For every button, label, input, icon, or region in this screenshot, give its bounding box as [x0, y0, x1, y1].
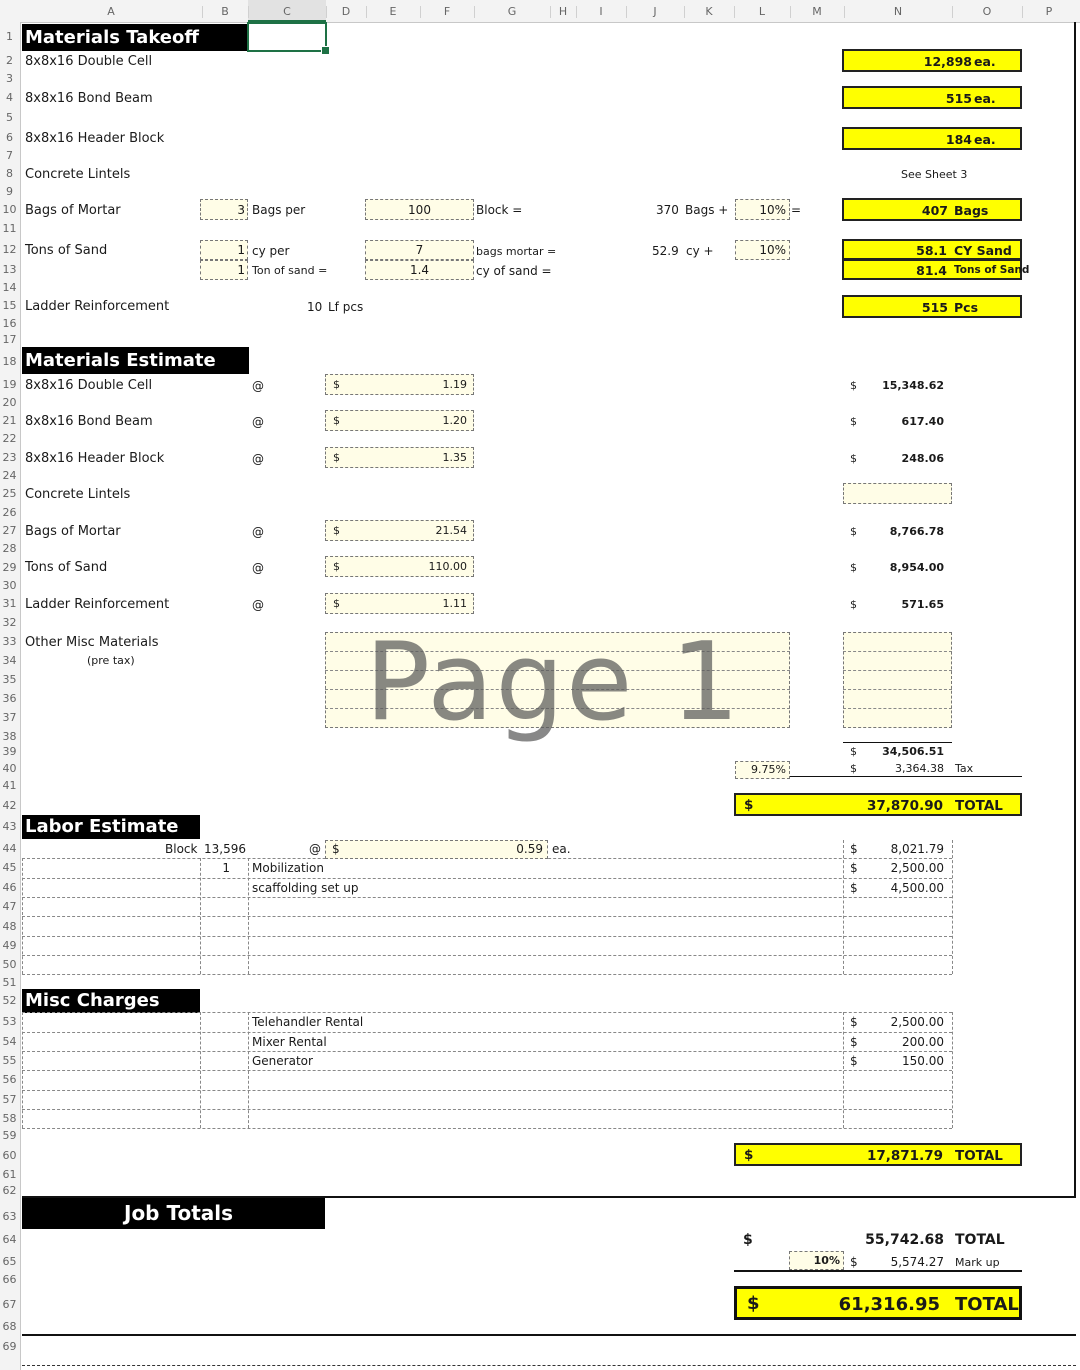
mortar-block-value: 100 — [408, 203, 431, 217]
markup-currency: $ — [850, 1255, 858, 1269]
grand-total-label: TOTAL — [955, 1294, 1019, 1315]
row-header-61[interactable]: 61 — [2, 1168, 17, 1181]
mortar-calc: 370 — [656, 203, 679, 217]
page-break-right — [1074, 22, 1076, 1197]
misc-materials-label: Other Misc Materials — [25, 635, 159, 650]
row-header-28[interactable]: 28 — [2, 542, 17, 555]
misc-charge-total: 150.00 — [902, 1054, 944, 1068]
estimate-at-sign: @ — [252, 598, 264, 612]
mortar-bags-per: Bags per — [252, 203, 306, 217]
labor-scaff-label[interactable]: scaffolding set up — [252, 881, 359, 895]
ladder-lf: 10 — [307, 300, 323, 314]
estimate-at-sign: @ — [252, 415, 264, 429]
row-header-58[interactable]: 58 — [2, 1112, 17, 1125]
row-header-41[interactable]: 41 — [2, 779, 17, 792]
markup-rate-value: 10% — [813, 1254, 840, 1267]
column-header-k[interactable]: K — [705, 5, 713, 18]
labor-mob-currency: $ — [850, 861, 858, 875]
estimate-item-total: 617.40 — [901, 415, 944, 428]
estimate-unit-price-input[interactable] — [325, 593, 474, 614]
row-header-50[interactable]: 50 — [2, 958, 17, 971]
estimate-item-total: 8,954.00 — [889, 561, 944, 574]
row-header-20[interactable]: 20 — [2, 396, 17, 409]
row-header-37[interactable]: 37 — [2, 711, 17, 724]
sand-ton-val-value: 1.4 — [409, 263, 430, 277]
unit-price-value: 1.35 — [442, 451, 467, 464]
row-header-27[interactable]: 27 — [2, 524, 17, 537]
row-header-55[interactable]: 55 — [2, 1054, 17, 1067]
estimate-unit-price-input[interactable] — [325, 556, 474, 577]
sand-ton-value: 1 — [237, 263, 245, 277]
sand-cy-per: cy per — [252, 244, 290, 258]
misc-total: 17,871.79 — [866, 1148, 943, 1164]
takeoff-header-block-unit: ea. — [974, 132, 996, 147]
materials-tax: 3,364.38 — [895, 762, 944, 775]
sand-bags-value: 7 — [415, 243, 424, 257]
sand-bags-mortar: bags mortar = — [476, 245, 557, 258]
sand-ton-label: Ton of sand = — [252, 264, 328, 277]
column-header-g[interactable]: G — [507, 5, 517, 18]
labor-rate[interactable]: 0.59 — [516, 842, 543, 856]
row-header-59[interactable]: 59 — [2, 1129, 17, 1142]
takeoff-header-block-label: 8x8x16 Header Block — [25, 131, 165, 146]
sand-pct-input[interactable] — [735, 240, 790, 260]
estimate-total-currency: $ — [850, 415, 857, 428]
takeoff-double-cell-label: 8x8x16 Double Cell — [25, 54, 153, 69]
mortar-pct-input[interactable] — [735, 199, 790, 220]
takeoff-header-block-box[interactable] — [842, 127, 1022, 150]
row-header-24[interactable]: 24 — [2, 469, 17, 482]
row-header-47[interactable]: 47 — [2, 900, 17, 913]
row-header-2[interactable]: 2 — [6, 54, 13, 67]
unit-price-value: 21.54 — [435, 524, 467, 537]
row-header-53[interactable]: 53 — [2, 1015, 17, 1028]
row-header-23[interactable]: 23 — [2, 451, 17, 464]
sand-ton-input[interactable] — [200, 260, 248, 280]
column-header-c[interactable]: C — [283, 5, 291, 18]
row-header-42[interactable]: 42 — [2, 799, 17, 812]
estimate-at-sign: @ — [252, 525, 264, 539]
row-header-30[interactable]: 30 — [2, 579, 17, 592]
takeoff-bond-beam-label: 8x8x16 Bond Beam — [25, 91, 153, 106]
estimate-unit-price-input[interactable] — [325, 447, 474, 468]
grand-total-box[interactable] — [734, 1286, 1022, 1320]
unit-price-value: 1.20 — [442, 414, 467, 427]
row-header-57[interactable]: 57 — [2, 1093, 17, 1106]
row-header-68[interactable]: 68 — [2, 1320, 17, 1333]
row-header-48[interactable]: 48 — [2, 920, 17, 933]
row-header-11[interactable]: 11 — [2, 222, 17, 235]
mortar-bags-value: 3 — [237, 203, 245, 217]
sand-bags-input[interactable] — [365, 240, 474, 260]
job-totals-bottom-border — [22, 1334, 1076, 1336]
column-header-bar — [0, 0, 1080, 23]
takeoff-mortar-label: Bags of Mortar — [25, 203, 121, 218]
column-header-e[interactable]: E — [389, 5, 397, 18]
row-header-13[interactable]: 13 — [2, 263, 17, 276]
row-header-5[interactable]: 5 — [6, 111, 13, 124]
mortar-block-eq: Block = — [476, 203, 523, 217]
row-header-3[interactable]: 3 — [6, 72, 13, 85]
column-header-p[interactable]: P — [1045, 5, 1053, 18]
row-header-21[interactable]: 21 — [2, 414, 17, 427]
column-header-l[interactable]: L — [758, 5, 766, 18]
labor-scaff-currency: $ — [850, 881, 858, 895]
unit-price-value: 1.19 — [442, 378, 467, 391]
estimate-item-label: Ladder Reinforcement — [25, 597, 170, 612]
row-header-6[interactable]: 6 — [6, 131, 13, 144]
row-header-39[interactable]: 39 — [2, 745, 17, 758]
takeoff-mortar-result-box[interactable] — [842, 198, 1022, 221]
row-header-29[interactable]: 29 — [2, 561, 17, 574]
estimate-total-currency: $ — [850, 452, 857, 465]
row-header-25[interactable]: 25 — [2, 487, 17, 500]
materials-subtotal: 34,506.51 — [882, 745, 944, 758]
estimate-at-sign: @ — [252, 452, 264, 466]
takeoff-bond-beam-box[interactable] — [842, 86, 1022, 109]
estimate-at-sign: @ — [252, 379, 264, 393]
column-header-n[interactable]: N — [893, 5, 903, 18]
unit-price-currency: $ — [333, 451, 340, 464]
estimate-unit-price-input[interactable] — [325, 374, 474, 395]
unit-price-currency: $ — [333, 378, 340, 391]
estimate-item-total: 571.65 — [901, 598, 944, 611]
row-header-22[interactable]: 22 — [2, 432, 17, 445]
misc-charge-label[interactable]: Telehandler Rental — [252, 1015, 364, 1029]
tax-label: Tax — [955, 762, 974, 775]
row-header-38[interactable]: 38 — [2, 730, 17, 743]
row-header-66[interactable]: 66 — [2, 1273, 17, 1286]
estimate-item-total: 15,348.62 — [882, 379, 944, 392]
takeoff-ladder-result-box[interactable] — [842, 295, 1022, 318]
takeoff-sand-label: Tons of Sand — [25, 243, 108, 258]
column-header-h[interactable]: H — [558, 5, 568, 18]
estimate-item-label: 8x8x16 Double Cell — [25, 378, 153, 393]
row-header-64[interactable]: 64 — [2, 1233, 17, 1246]
materials-total-box[interactable] — [734, 793, 1022, 816]
estimate-item-total: 248.06 — [901, 452, 944, 465]
column-header-m[interactable]: M — [812, 5, 822, 18]
row-header-8[interactable]: 8 — [6, 167, 13, 180]
labor-mob-label[interactable]: Mobilization — [252, 861, 324, 875]
labor-block-total: 8,021.79 — [890, 842, 944, 856]
selected-cell-c1[interactable] — [247, 22, 327, 52]
sand-cy-value: 1 — [237, 243, 245, 257]
labor-rate-unit: ea. — [552, 842, 571, 856]
takeoff-bond-beam-qty: 515 — [945, 91, 972, 106]
labor-at: @ — [309, 842, 321, 856]
row-header-17[interactable]: 17 — [2, 333, 17, 346]
takeoff-ladder-label: Ladder Reinforcement — [25, 299, 170, 314]
misc-charge-label[interactable]: Generator — [252, 1054, 313, 1068]
sand-result: 58.1 — [916, 243, 947, 258]
tax-currency: $ — [850, 762, 857, 775]
misc-charge-currency: $ — [850, 1054, 858, 1068]
row-header-4[interactable]: 4 — [6, 91, 13, 104]
labor-rate-currency: $ — [332, 842, 340, 856]
row-header-9[interactable]: 9 — [6, 185, 13, 198]
row-header-46[interactable]: 46 — [2, 881, 17, 894]
misc-charge-currency: $ — [850, 1015, 858, 1029]
unit-price-currency: $ — [333, 560, 340, 573]
grand-total: 61,316.95 — [838, 1294, 940, 1315]
row-header-69[interactable]: 69 — [2, 1340, 17, 1353]
labor-mob-qty[interactable]: 1 — [222, 861, 230, 875]
misc-total-label: TOTAL — [955, 1148, 1003, 1164]
estimate-total-currency: $ — [850, 561, 857, 574]
column-header-b[interactable]: B — [221, 5, 229, 18]
job-total: 55,742.68 — [865, 1232, 944, 1248]
mortar-bags-input[interactable] — [200, 199, 248, 220]
misc-charge-total: 2,500.00 — [890, 1015, 944, 1029]
materials-estimate-title: Materials Estimate — [22, 347, 249, 374]
estimate-at-sign: @ — [252, 561, 264, 575]
labor-block-qty[interactable]: 13,596 — [204, 842, 246, 856]
row-header-44[interactable]: 44 — [2, 842, 17, 855]
misc-charges-title: Misc Charges — [22, 989, 200, 1013]
job-total-label: TOTAL — [955, 1232, 1005, 1248]
ladder-result: 515 — [921, 300, 948, 315]
lintels-total-input[interactable] — [843, 483, 952, 504]
row-header-40[interactable]: 40 — [2, 762, 17, 775]
sand-result2-unit: Tons of Sand — [954, 264, 1030, 276]
column-header-d[interactable]: D — [341, 5, 351, 18]
row-header-1[interactable]: 1 — [6, 30, 13, 43]
estimate-total-currency: $ — [850, 525, 857, 538]
row-header-31[interactable]: 31 — [2, 597, 17, 610]
materials-total-currency: $ — [744, 797, 754, 813]
row-header-63[interactable]: 63 — [2, 1210, 17, 1223]
row-header-62[interactable]: 62 — [2, 1184, 17, 1197]
row-header-10[interactable]: 10 — [2, 203, 17, 216]
misc-charge-label[interactable]: Mixer Rental — [252, 1035, 327, 1049]
unit-price-currency: $ — [333, 414, 340, 427]
row-header-33[interactable]: 33 — [2, 635, 17, 648]
estimate-unit-price-input[interactable] — [325, 410, 474, 431]
takeoff-header-block-qty: 184 — [945, 132, 972, 147]
materials-total: 37,870.90 — [866, 798, 943, 814]
grand-total-currency: $ — [747, 1293, 760, 1314]
sand-cy-of-sand: cy of sand = — [476, 264, 552, 278]
sand-pct-value: 10% — [759, 243, 786, 257]
sand-ton-val-input[interactable] — [365, 260, 474, 280]
mortar-block-input[interactable] — [365, 199, 474, 220]
estimate-total-currency: $ — [850, 379, 857, 392]
row-header-36[interactable]: 36 — [2, 692, 17, 705]
row-header-7[interactable]: 7 — [6, 149, 13, 162]
estimate-total-currency: $ — [850, 598, 857, 611]
row-header-43[interactable]: 43 — [2, 820, 17, 833]
sand-calc: 52.9 — [652, 244, 679, 258]
column-header-o[interactable]: O — [982, 5, 992, 18]
misc-total-currency: $ — [744, 1147, 754, 1163]
takeoff-sand-tons-box[interactable] — [842, 259, 1030, 280]
tax-rate-input[interactable] — [735, 761, 790, 779]
ladder-result-unit: Pcs — [954, 300, 979, 315]
row-header-18[interactable]: 18 — [2, 355, 17, 368]
row-header-14[interactable]: 14 — [2, 281, 17, 294]
mortar-calc-unit: Bags + — [685, 203, 729, 217]
unit-price-value: 1.11 — [442, 597, 467, 610]
job-total-currency: $ — [743, 1232, 753, 1248]
job-totals-title: Job Totals — [22, 1198, 325, 1229]
column-header-a[interactable]: A — [107, 5, 115, 18]
row-header-49[interactable]: 49 — [2, 939, 17, 952]
markup-label: Mark up — [955, 1256, 1000, 1269]
row-header-65[interactable]: 65 — [2, 1255, 17, 1268]
takeoff-bond-beam-unit: ea. — [974, 91, 996, 106]
unit-price-currency: $ — [333, 597, 340, 610]
estimate-item-label: 8x8x16 Bond Beam — [25, 414, 153, 429]
sand-result-unit: CY Sand — [954, 243, 1012, 258]
labor-mob-total: 2,500.00 — [890, 861, 944, 875]
takeoff-double-cell-unit: ea. — [974, 54, 996, 69]
row-header-12[interactable]: 12 — [2, 243, 17, 256]
mortar-result-unit: Bags — [954, 203, 989, 218]
row-header-54[interactable]: 54 — [2, 1035, 17, 1048]
row-header-52[interactable]: 52 — [2, 994, 17, 1007]
mortar-eq: = — [791, 203, 802, 217]
mortar-pct-value: 10% — [759, 203, 786, 217]
subtotal-currency: $ — [850, 745, 857, 758]
sand-calc-unit: cy + — [686, 244, 714, 258]
row-header-19[interactable]: 19 — [2, 378, 17, 391]
row-header-34[interactable]: 34 — [2, 654, 17, 667]
unit-price-value: 110.00 — [428, 560, 467, 573]
markup-rate-input[interactable] — [789, 1251, 844, 1270]
row-header-45[interactable]: 45 — [2, 861, 17, 874]
labor-block-total-currency: $ — [850, 842, 858, 856]
tax-rate-value: 9.75% — [751, 763, 786, 776]
labor-scaff-total: 4,500.00 — [890, 881, 944, 895]
materials-total-label: TOTAL — [955, 798, 1003, 814]
row-header-15[interactable]: 15 — [2, 299, 17, 312]
takeoff-lintels-label: Concrete Lintels — [25, 167, 131, 182]
estimate-item-label: Bags of Mortar — [25, 524, 121, 539]
sand-cy-input[interactable] — [200, 240, 248, 260]
estimate-item-label: Tons of Sand — [25, 560, 108, 575]
misc-total-box[interactable] — [734, 1143, 1022, 1166]
labor-estimate-title: Labor Estimate — [22, 815, 200, 839]
misc-materials-sub: (pre tax) — [87, 654, 135, 667]
estimate-unit-price-input[interactable] — [325, 520, 474, 541]
estimate-item-total: 8,766.78 — [889, 525, 944, 538]
row-header-56[interactable]: 56 — [2, 1073, 17, 1086]
row-header-16[interactable]: 16 — [2, 317, 17, 330]
row-header-51[interactable]: 51 — [2, 976, 17, 989]
column-header-f[interactable]: F — [443, 5, 451, 18]
estimate-item-label: 8x8x16 Header Block — [25, 451, 165, 466]
misc-charge-currency: $ — [850, 1035, 858, 1049]
row-header-35[interactable]: 35 — [2, 673, 17, 686]
takeoff-double-cell-box[interactable] — [842, 49, 1022, 72]
page-watermark: Page 1 — [365, 620, 742, 745]
takeoff-sand-result-box[interactable] — [842, 239, 1022, 260]
row-header-32[interactable]: 32 — [2, 616, 17, 629]
labor-block-label: Block — [165, 842, 198, 856]
misc-materials-totals-area[interactable] — [843, 632, 952, 728]
estimate-item-label: Concrete Lintels — [25, 487, 131, 502]
ladder-lf-unit: Lf pcs — [328, 300, 364, 314]
markup-value: 5,574.27 — [890, 1255, 944, 1269]
misc-charge-total: 200.00 — [902, 1035, 944, 1049]
unit-price-currency: $ — [333, 524, 340, 537]
materials-takeoff-title: Materials Takeoff — [22, 24, 247, 51]
mortar-result: 407 — [921, 203, 948, 218]
takeoff-double-cell-qty: 12,898 — [923, 54, 972, 69]
row-header-60[interactable]: 60 — [2, 1149, 17, 1162]
row-header-67[interactable]: 67 — [2, 1298, 17, 1311]
row-header-26[interactable]: 26 — [2, 506, 17, 519]
sand-result2: 81.4 — [916, 263, 947, 278]
takeoff-lintels-note: See Sheet 3 — [901, 168, 968, 181]
column-header-j[interactable]: J — [653, 5, 657, 18]
column-header-i[interactable]: I — [599, 5, 603, 18]
